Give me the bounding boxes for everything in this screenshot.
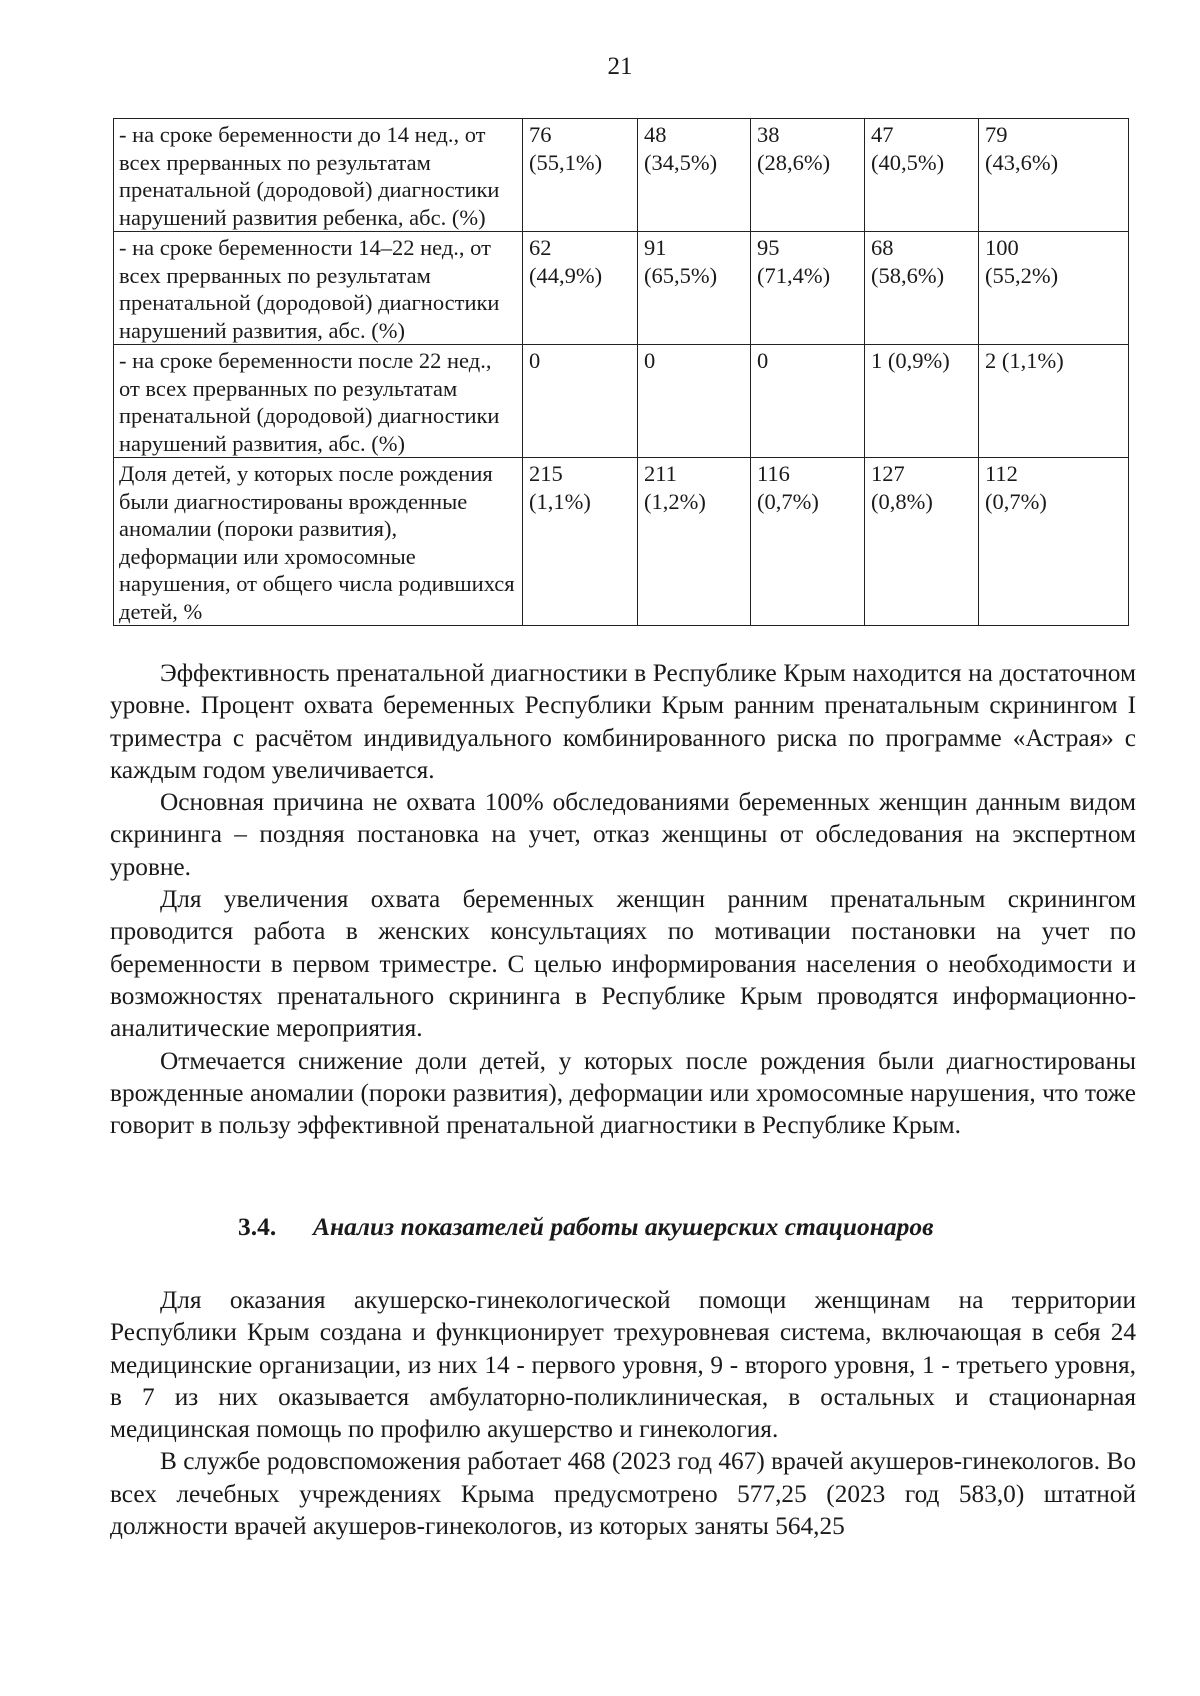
table-cell: 1 (0,9%) bbox=[865, 345, 979, 458]
text-block-obstetric bbox=[110, 1284, 1136, 1542]
row-label: - на сроке беременности после 22 нед., от всех прерванных по результатам пренатальной (дородовой) диагностики нарушений развития, абс. (%) bbox=[114, 345, 523, 458]
table-cell: 47 (40,5%) bbox=[865, 119, 979, 232]
paragraph: В службе родовспоможения работает 468 (2023 год 467) врачей акушеров-гинекологов. Во всех лечебных учреждениях Крыма предусмотрено 577,25 (2023 год 583,0) штатной должности врачей акушеров-гинекологов, из которых заняты 564,25 bbox=[110, 1447, 1136, 1541]
section-title: Анализ показателей работы акушерских стационаров bbox=[313, 1212, 934, 1241]
statistics-table bbox=[113, 118, 1129, 626]
paragraph: Для увеличения охвата беременных женщин ранним пренатальным скринингом проводится работа в женских консультациях по мотивации постановки на учет по беременности в первом триместре. С целью информирования населения о необходимости и возможностях пренатального скрининга в Республике Крым проводятся информационно-аналитические мероприятия. bbox=[110, 885, 1136, 1043]
table-cell: 38 (28,6%) bbox=[751, 119, 865, 232]
table-cell: 100 (55,2%) bbox=[979, 232, 1129, 345]
row-label: Доля детей, у которых после рождения были диагностированы врожденные аномалии (пороки развития), деформации или хромосомные нарушения, от общего числа родившихся детей, % bbox=[114, 458, 523, 626]
paragraph: Эффективность пренатальной диагностики в Республике Крым находится на достаточном уровне. Процент охвата беременных Республики Крым ранним пренатальным скринингом I триместра с расчётом индивидуального комбинированного риска по программе «Астрая» с каждым годом увеличивается. bbox=[110, 659, 1136, 784]
table-cell: 79 (43,6%) bbox=[979, 119, 1129, 232]
table-cell: 211 (1,2%) bbox=[638, 458, 751, 626]
table-cell: 48 (34,5%) bbox=[638, 119, 751, 232]
table-row bbox=[114, 458, 1129, 626]
section-number: 3.4. bbox=[238, 1212, 277, 1241]
section-heading bbox=[238, 1211, 934, 1243]
paragraph: Отмечается снижение доли детей, у которых после рождения были диагностированы врожденные аномалии (пороки развития), деформации или хромосомные нарушения, что тоже говорит в пользу эффективной пренатальной диагностики в Республике Крым. bbox=[110, 1046, 1136, 1140]
table-cell: 2 (1,1%) bbox=[979, 345, 1129, 458]
row-label: - на сроке беременности до 14 нед., от всех прерванных по результатам пренатальной (дородовой) диагностики нарушений развития ребенка, абс. (%) bbox=[114, 119, 523, 232]
table-cell: 62 (44,9%) bbox=[523, 232, 638, 345]
text-block-prenatal bbox=[110, 657, 1136, 1141]
table-cell: 76 (55,1%) bbox=[523, 119, 638, 232]
table-cell: 68 (58,6%) bbox=[865, 232, 979, 345]
table-cell: 116 (0,7%) bbox=[751, 458, 865, 626]
table-cell: 0 bbox=[751, 345, 865, 458]
page-number: 21 bbox=[607, 53, 633, 80]
table-row bbox=[114, 345, 1129, 458]
table-cell: 95 (71,4%) bbox=[751, 232, 865, 345]
table-cell: 127 (0,8%) bbox=[865, 458, 979, 626]
table-cell: 91 (65,5%) bbox=[638, 232, 751, 345]
table-row bbox=[114, 119, 1129, 232]
table-row bbox=[114, 232, 1129, 345]
table-cell: 0 bbox=[638, 345, 751, 458]
row-label: - на сроке беременности 14–22 нед., от всех прерванных по результатам пренатальной (дородовой) диагностики нарушений развития, абс. (%) bbox=[114, 232, 523, 345]
paragraph: Для оказания акушерско-гинекологической помощи женщинам на территории Республики Крым создана и функционирует трехуровневая система, включающая в себя 24 медицинские организации, из них 14 - первого уровня, 9 - второго уровня, 1 - третьего уровня, в 7 из них оказывается амбулаторно-поликлиническая, в остальных и стационарная медицинская помощь по профилю акушерство и гинекология. bbox=[110, 1286, 1136, 1444]
table-cell: 215 (1,1%) bbox=[523, 458, 638, 626]
table-cell: 112 (0,7%) bbox=[979, 458, 1129, 626]
paragraph: Основная причина не охвата 100% обследованиями беременных женщин данным видом скрининга – поздняя постановка на учет, отказ женщины от обследования на экспертном уровне. bbox=[110, 788, 1136, 881]
table-cell: 0 bbox=[523, 345, 638, 458]
